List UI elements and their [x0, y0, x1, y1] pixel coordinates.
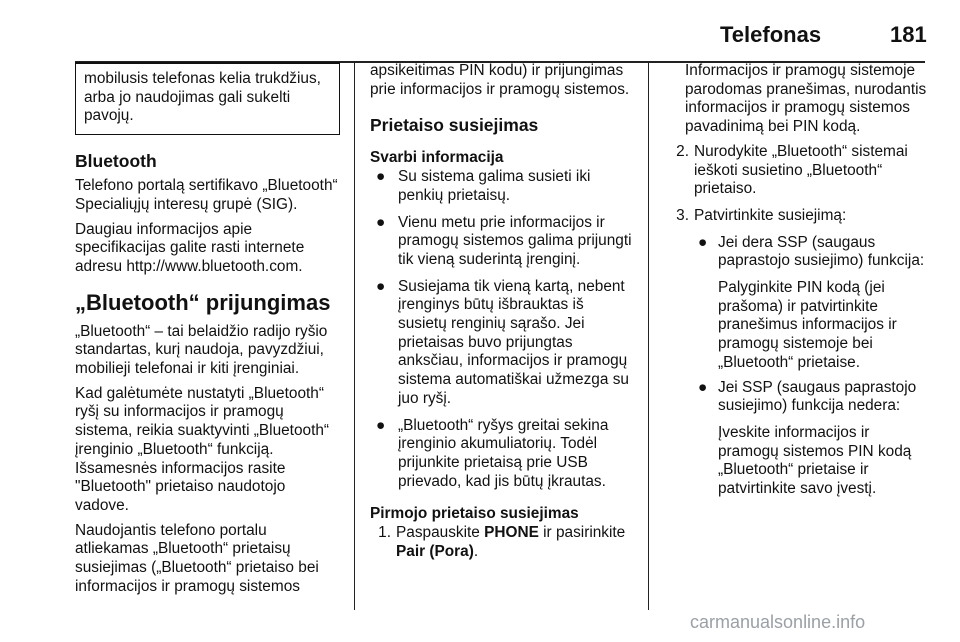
paragraph: Kad galėtumėte nustatyti „Bluetooth“ ryšį su informacijos ir pramogų sistema, reikia suaktyvinti „Bluetooth“ įrenginio „Bluetooth“ funkciją. Išsamesnės informacijos rasite "Bluetooth" prietaiso naudotojo vadove. [75, 384, 330, 514]
paragraph: Įveskite informacijos ir pramogų sistemos PIN kodą „Bluetooth“ prietaise ir patvirtinkite savo įvestį. [718, 423, 912, 498]
numbered-step [668, 143, 930, 199]
paragraph: Palyginkite PIN kodą (jei prašoma) ir patvirtinkite pranešimus informacijos ir pramogų sistemoje bei „Bluetooth“ prietaise. [718, 279, 897, 371]
list-item-text: Jei dera SSP (saugaus paprastojo susiejimo) funkcija: [718, 233, 925, 270]
column-divider-2 [648, 62, 649, 610]
paragraph: Informacijos ir pramogų sistemoje parodomas pranešimas, nurodantis informacijos ir pramogų sistemos pavadinimą bei PIN kodą. [685, 62, 927, 136]
pairing-heading: „Bluetooth“ prijungimas [75, 289, 331, 315]
bullet-icon: ● [376, 168, 386, 186]
list-item [668, 379, 930, 416]
bluetooth-heading: Bluetooth [75, 151, 157, 172]
step-number: 3. [676, 206, 689, 224]
step-text-part: . [473, 542, 479, 560]
list-item [370, 278, 635, 409]
paragraph: Naudojantis telefono portalu atliekamas „Bluetooth“ prietaisų susiejimas („Bluetooth“ prietaiso bei informacijos ir pramogų sistemos [75, 521, 319, 595]
watermark: carmanualsonline.info [690, 612, 866, 632]
pair-menu-label: Pair (Pora) [396, 542, 474, 560]
column-2 [370, 62, 635, 569]
warning-box [75, 62, 340, 135]
warning-text: mobilusis telefonas kelia trukdžius, arba jo naudojimas gali sukelti pavojų. [84, 70, 321, 125]
column-3 [668, 62, 930, 505]
list-item [668, 234, 930, 271]
bullet-icon: ● [698, 233, 708, 251]
page-header [0, 10, 960, 54]
list-item [370, 214, 635, 270]
page-number: 181 [890, 22, 927, 47]
bullet-icon: ● [376, 416, 386, 434]
paragraph: apsikeitimas PIN kodu) ir prijungimas prie informacijos ir pramogų sistemos. [370, 62, 630, 98]
first-pairing-heading: Pirmojo prietaiso susiejimas [370, 505, 579, 523]
bullet-icon: ● [698, 378, 708, 396]
numbered-step [668, 207, 930, 226]
step-text: Patvirtinkite susiejimą: [694, 206, 847, 224]
phone-key-label: PHONE [484, 524, 539, 542]
column-1 [75, 62, 340, 602]
list-item-text: Susiejama tik vieną kartą, nebent įrenginys būtų išbrauktas iš susietų renginių sąrašo. Jei prietaisas buvo prijungtas anksčiau, informacijos ir pramogų sistema automatiškai užmezga su juo ryšį. [398, 277, 629, 407]
step-text-part: ir pasirinkite [538, 524, 626, 542]
paragraph: Daugiau informacijos apie specifikacijas galite rasti internete adresu http://www.bluetooth.com. [75, 220, 305, 275]
step-number: 1. [378, 524, 391, 542]
important-info-heading: Svarbi informacija [370, 149, 504, 167]
paragraph: Telefono portalą sertifikavo „Bluetooth“ Specialiųjų interesų grupė (SIG). [75, 177, 338, 213]
numbered-step [370, 524, 635, 561]
list-item [370, 417, 635, 492]
list-item-text: Vienu metu prie informacijos ir pramogų sistemos galima prijungti tik vieną suderintą įrenginį. [398, 213, 632, 268]
step-text [396, 524, 635, 561]
column-divider-1 [354, 62, 355, 610]
paragraph: „Bluetooth“ – tai belaidžio radijo ryšio standartas, kurį naudoja, pavyzdžiui, mobilieji telefonai ir kiti įrenginiai. [75, 322, 328, 378]
step-number: 2. [676, 142, 689, 160]
step-text-part: Paspauskite [396, 524, 485, 542]
bullet-icon: ● [376, 213, 386, 231]
list-item-text: „Bluetooth“ ryšys greitai sekina įrenginio akumuliatorių. Todėl prijunkite prietaisą prie USB prievado, kad jis būtų įkrautas. [398, 416, 609, 490]
step-text: Nurodykite „Bluetooth“ sistemai ieškoti susietino „Bluetooth“ prietaiso. [694, 142, 908, 198]
list-item-text: Jei SSP (saugaus paprastojo susiejimo) funkcija nedera: [718, 378, 917, 415]
page-title: Telefonas [720, 22, 822, 47]
device-pairing-heading: Prietaiso susiejimas [370, 115, 539, 136]
list-item [370, 168, 635, 205]
list-item-text: Su sistema galima susieti iki penkių prietaisų. [398, 168, 591, 204]
bullet-icon: ● [376, 277, 386, 295]
